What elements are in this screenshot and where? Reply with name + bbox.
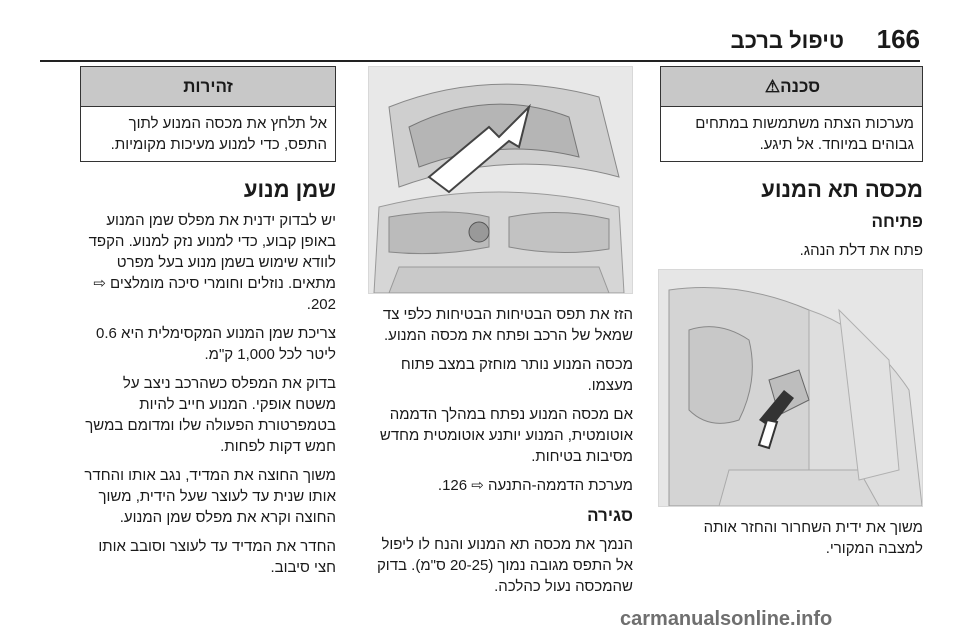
chapter-title: טיפול ברכב — [730, 28, 844, 53]
subsection-title-opening: פתיחה — [871, 212, 923, 231]
caution-box — [80, 66, 336, 162]
watermark-text: carmanualsonline.info — [620, 608, 833, 630]
middle-paragraph-2: מכסה המנוע נותר מוחזק במצב פתוח מעצמו. — [400, 356, 633, 394]
hood-release-lever-image — [658, 269, 923, 507]
left-paragraph-3: בדוק את המפלס כשהרכב ניצב על משטח אופקי. המנוע חייב להיות בטמפרטורת הפעולה שלו ומדומם במשך חמש דקות לפחות. — [85, 375, 336, 455]
middle-paragraph-3: אם מכסה המנוע נפתח במהלך הדממה אוטומטית, המנוע יותנע אוטומטית מחדש מסיבות בטיחות. — [379, 406, 633, 465]
left-paragraph-2: צריכת שמן המנוע המקסימלית היא 0.6 ליטר לכל 1,000 ק"מ. — [96, 325, 336, 363]
danger-box-text: מערכות הצתה משתמשות במתחים גבוהים במיוחד. אל תיגע. — [695, 115, 914, 153]
section-title-engine-oil: שמן מנוע — [243, 177, 336, 202]
middle-paragraph-5: הנמך את מכסה תא המנוע והנח לו ליפול אל התפס מגובה נמוך (20-25 ס"מ). בדוק שהמכסה נעול כהלכה. — [376, 536, 633, 595]
left-paragraph-1: יש לבדוק ידנית את מפלס שמן המנוע באופן קבוע, כדי למנוע נזק למנוע. הקפד לוודא שימוש בשמן מנוע בעל מפרט מתאים. נוזלים וחומרי סיכה מומלצים ⇨ 202. — [88, 212, 336, 313]
warning-triangle-icon: ⚠ — [764, 77, 781, 96]
figure-caption-pull-lever: משוך את ידית השחרור והחזר אותה למצבה המקורי. — [703, 519, 923, 557]
hood-open-image — [368, 66, 633, 294]
caution-box-text: אל תלחץ את מכסה המנוע לתוך התפס, כדי למנוע מעיכות מקומיות. — [110, 115, 327, 153]
subsection-title-closing: סגירה — [587, 506, 633, 525]
danger-box-title — [661, 67, 922, 107]
middle-paragraph-4: מערכת הדממה-התנעה ⇨ 126. — [437, 477, 633, 494]
section-title-hood: מכסה תא המנוע — [761, 177, 923, 202]
left-paragraph-4: משוך החוצה את המדיד, נגב אותו והחדר אותו שנית עד לעוצר שעל הידית, משוך החוצה וקרא את מפלס שמן המנוע. — [84, 467, 336, 526]
left-paragraph-5: החדר את המדיד עד לעוצר וסובב אותו חצי סיבוב. — [98, 538, 336, 576]
hood-release-illustration — [659, 270, 922, 506]
middle-column — [370, 66, 633, 605]
danger-title-text: סכנה — [780, 77, 821, 96]
danger-box — [660, 66, 923, 162]
page-number: 166 — [876, 24, 920, 54]
caution-box-title: זהירות — [81, 67, 335, 107]
hood-open-illustration — [369, 67, 632, 293]
left-column — [80, 66, 336, 586]
middle-paragraph-1: הזז את תפס הבטיחות הבטיחות כלפי צד שמאל של הרכב ופתח את מכסה המנוע. — [382, 306, 633, 344]
page-header — [40, 20, 920, 62]
step-open-door: פתח את דלת הנהג. — [799, 242, 923, 259]
right-column — [660, 66, 923, 567]
